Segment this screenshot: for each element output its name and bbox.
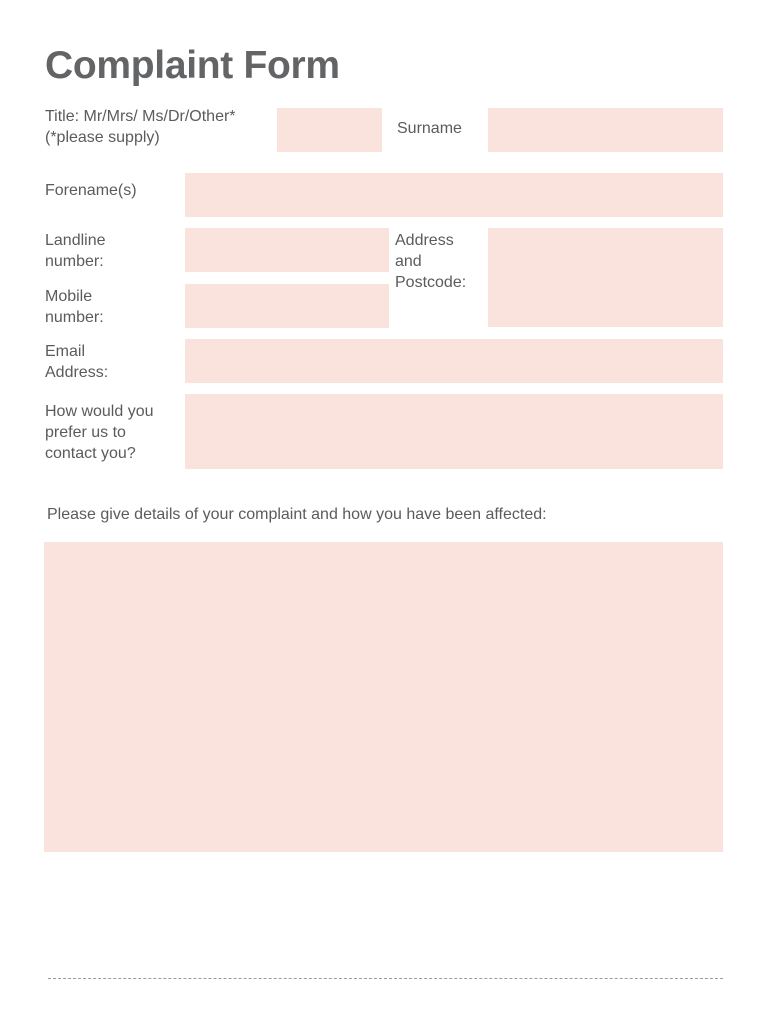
page-title: Complaint Form (45, 44, 340, 87)
complaint-details-field[interactable] (44, 542, 723, 852)
cut-line-divider (48, 978, 723, 979)
address-label: Address and Postcode: (395, 232, 467, 291)
title-label: Title: Mr/Mrs/ Ms/Dr/Other* (*please supply) (45, 108, 236, 146)
email-label: Email Address: (45, 343, 109, 381)
landline-label: Landline number: (45, 232, 106, 270)
forename-label: Forename(s) (45, 182, 137, 199)
contact-preference-field[interactable] (185, 394, 723, 469)
email-field[interactable] (185, 339, 723, 383)
forename-field[interactable] (185, 173, 723, 217)
contact-preference-label: How would you prefer us to contact you? (45, 403, 154, 462)
complaint-details-label: Please give details of your complaint and how you have been affected: (47, 506, 547, 523)
landline-field[interactable] (185, 228, 389, 272)
surname-label: Surname (397, 120, 462, 137)
surname-field[interactable] (488, 108, 723, 152)
mobile-field[interactable] (185, 284, 389, 328)
title-field[interactable] (277, 108, 382, 152)
address-field[interactable] (488, 228, 723, 327)
mobile-label: Mobile number: (45, 288, 104, 326)
